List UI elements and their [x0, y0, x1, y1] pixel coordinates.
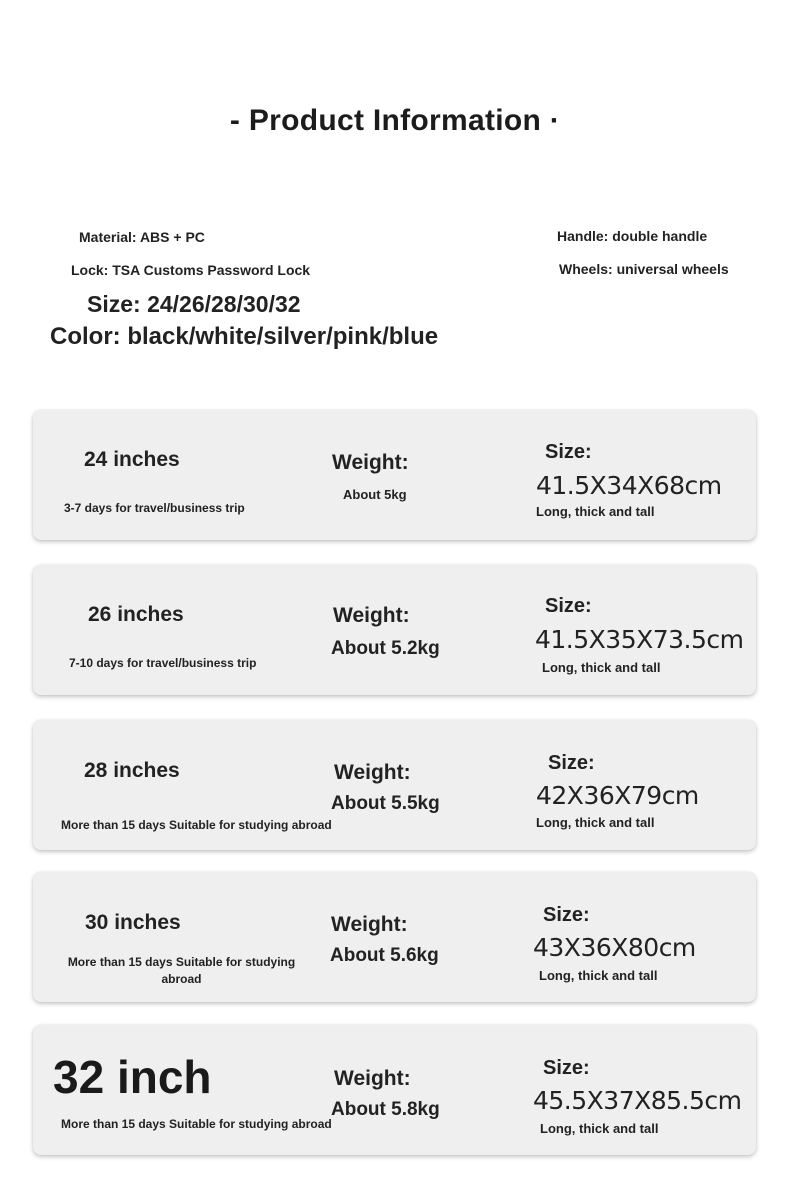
- dimensions-value: 42X36X79cm: [536, 781, 699, 810]
- size-name: 26 inches: [88, 603, 184, 626]
- usage-text: More than 15 days Suitable for studying abroad: [61, 818, 332, 832]
- spec-handle: Handle: double handle: [557, 228, 708, 244]
- weight-label: Weight:: [334, 761, 411, 784]
- size-card-30: [33, 872, 756, 1002]
- size-label: Size:: [543, 1057, 590, 1079]
- dimensions-value: 41.5X35X73.5cm: [535, 625, 744, 654]
- page-title: - Product Information ·: [229, 104, 561, 137]
- weight-label: Weight:: [333, 604, 410, 627]
- spec-size: Size: 24/26/28/30/32: [87, 291, 301, 317]
- weight-value: About 5.6kg: [330, 945, 439, 966]
- usage-text: More than 15 days Suitable for studying abroad: [61, 1117, 332, 1131]
- weight-value: About 5.2kg: [331, 638, 440, 659]
- size-card-28: [33, 720, 756, 850]
- spec-wheels: Wheels: universal wheels: [559, 261, 729, 277]
- size-label: Size:: [548, 752, 595, 774]
- size-card-24: [33, 410, 756, 540]
- size-label: Size:: [543, 904, 590, 926]
- size-name: 24 inches: [84, 448, 180, 471]
- dimensions-note: Long, thick and tall: [536, 504, 655, 519]
- size-name: 30 inches: [85, 911, 181, 934]
- dimensions-value: 41.5X34X68cm: [536, 471, 722, 500]
- size-name: 32 inch: [53, 1051, 212, 1103]
- dimensions-note: Long, thick and tall: [540, 1121, 659, 1136]
- size-card-32: [33, 1025, 756, 1155]
- weight-label: Weight:: [331, 913, 408, 936]
- size-label: Size:: [545, 595, 592, 617]
- usage-text: 3-7 days for travel/business trip: [64, 501, 245, 515]
- size-card-26: [33, 565, 756, 695]
- weight-label: Weight:: [332, 451, 409, 474]
- weight-value: About 5kg: [343, 487, 407, 502]
- size-label: Size:: [545, 441, 592, 463]
- dimensions-value: 43X36X80cm: [533, 933, 696, 962]
- spec-color: Color: black/white/silver/pink/blue: [50, 323, 439, 350]
- dimensions-value: 45.5X37X85.5cm: [533, 1086, 742, 1115]
- weight-value: About 5.8kg: [331, 1099, 440, 1120]
- usage-text: More than 15 days Suitable for studying abroad: [67, 955, 296, 986]
- dimensions-note: Long, thick and tall: [536, 815, 655, 830]
- weight-label: Weight:: [334, 1067, 411, 1090]
- spec-material: Material: ABS + PC: [79, 229, 205, 245]
- weight-value: About 5.5kg: [331, 793, 440, 814]
- dimensions-note: Long, thick and tall: [542, 660, 661, 675]
- dimensions-note: Long, thick and tall: [539, 968, 658, 983]
- usage-text: 7-10 days for travel/business trip: [69, 656, 257, 670]
- size-name: 28 inches: [84, 759, 180, 782]
- spec-lock: Lock: TSA Customs Password Lock: [71, 262, 311, 278]
